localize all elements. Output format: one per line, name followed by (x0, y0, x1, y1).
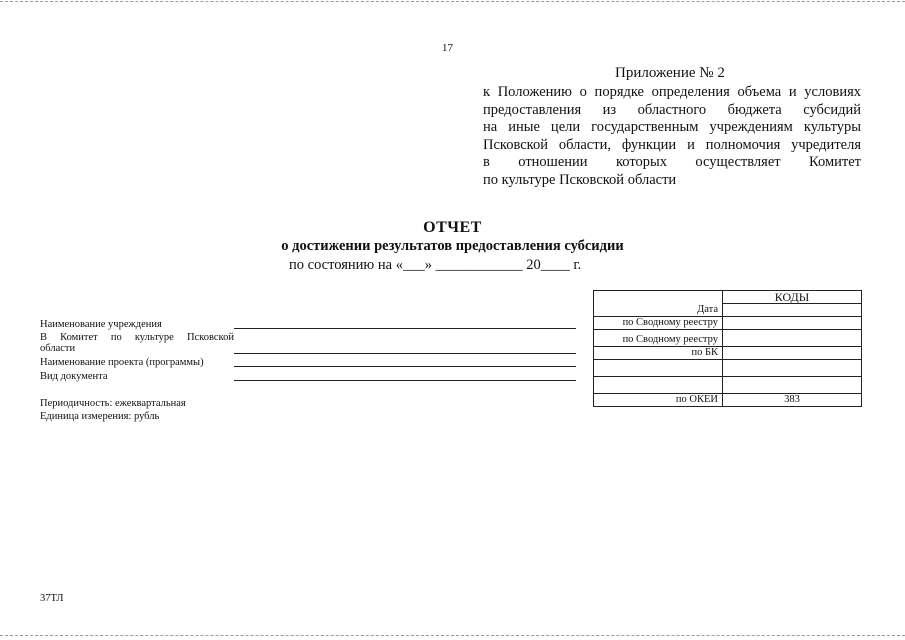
codes-row-label: по Сводному реестру (594, 330, 723, 347)
codes-row (594, 360, 862, 377)
codes-row (594, 394, 862, 407)
doc-type-line (234, 380, 576, 381)
codes-row-value (723, 317, 862, 330)
codes-row-label: по ОКЕИ (594, 394, 723, 407)
page-number: 17 (442, 42, 453, 54)
codes-row-value: 383 (723, 394, 862, 407)
annex-line: по культуре Псковской области (483, 171, 677, 188)
codes-row-label: Дата (594, 304, 723, 317)
codes-row (594, 304, 862, 317)
codes-row-value (723, 360, 862, 377)
scan-edge-top (0, 1, 905, 2)
report-date-line: по состоянию на «___» ____________ 20____ г. (289, 257, 582, 273)
codes-row-label: по Сводному реестру (594, 317, 723, 330)
committee-label (40, 332, 234, 354)
codes-row-label: по БК (594, 347, 723, 360)
codes-header: КОДЫ (723, 291, 862, 304)
institution-line (234, 328, 576, 329)
footer-code: 37ТЛ (40, 593, 64, 604)
codes-row-value (723, 347, 862, 360)
project-label: Наименование проекта (программы) (40, 357, 204, 368)
codes-row-value (723, 377, 862, 394)
committee-label-line2: области (40, 343, 76, 354)
annex-title: Приложение № 2 (615, 65, 725, 81)
report-title: ОТЧЕТ (423, 219, 482, 236)
project-line (234, 366, 576, 367)
institution-label: Наименование учреждения (40, 319, 162, 330)
annex-text (483, 84, 861, 190)
annex-line: к Положению о порядке определения объема и условиях (483, 84, 861, 100)
periodicity-label: Периодичность: ежеквартальная (40, 398, 186, 409)
codes-row (594, 347, 862, 360)
codes-header-row (594, 291, 862, 304)
committee-line (234, 353, 576, 354)
report-subtitle: о достижении результатов предоставления субсидии (281, 238, 624, 254)
annex-line: в отношении которых осуществляет Комитет (483, 154, 861, 171)
codes-row (594, 330, 862, 347)
annex-line: Псковской области, функции и полномочия учредителя (483, 136, 861, 153)
codes-row-label (594, 360, 723, 377)
codes-row-value (723, 304, 862, 317)
codes-row-value (723, 330, 862, 347)
unit-label: Единица измерения: рубль (40, 411, 160, 422)
codes-row (594, 377, 862, 394)
annex-line: на иные цели государственным учреждениям культуры (483, 119, 861, 136)
codes-row (594, 317, 862, 330)
codes-row-label (594, 377, 723, 394)
codes-table (593, 290, 862, 407)
doc-type-label: Вид документа (40, 371, 108, 382)
annex-line: предоставления из областного бюджета субсидий (483, 101, 861, 118)
committee-label-line1: В Комитет по культуре Псковской (40, 332, 234, 343)
scan-edge-bottom (0, 635, 905, 636)
